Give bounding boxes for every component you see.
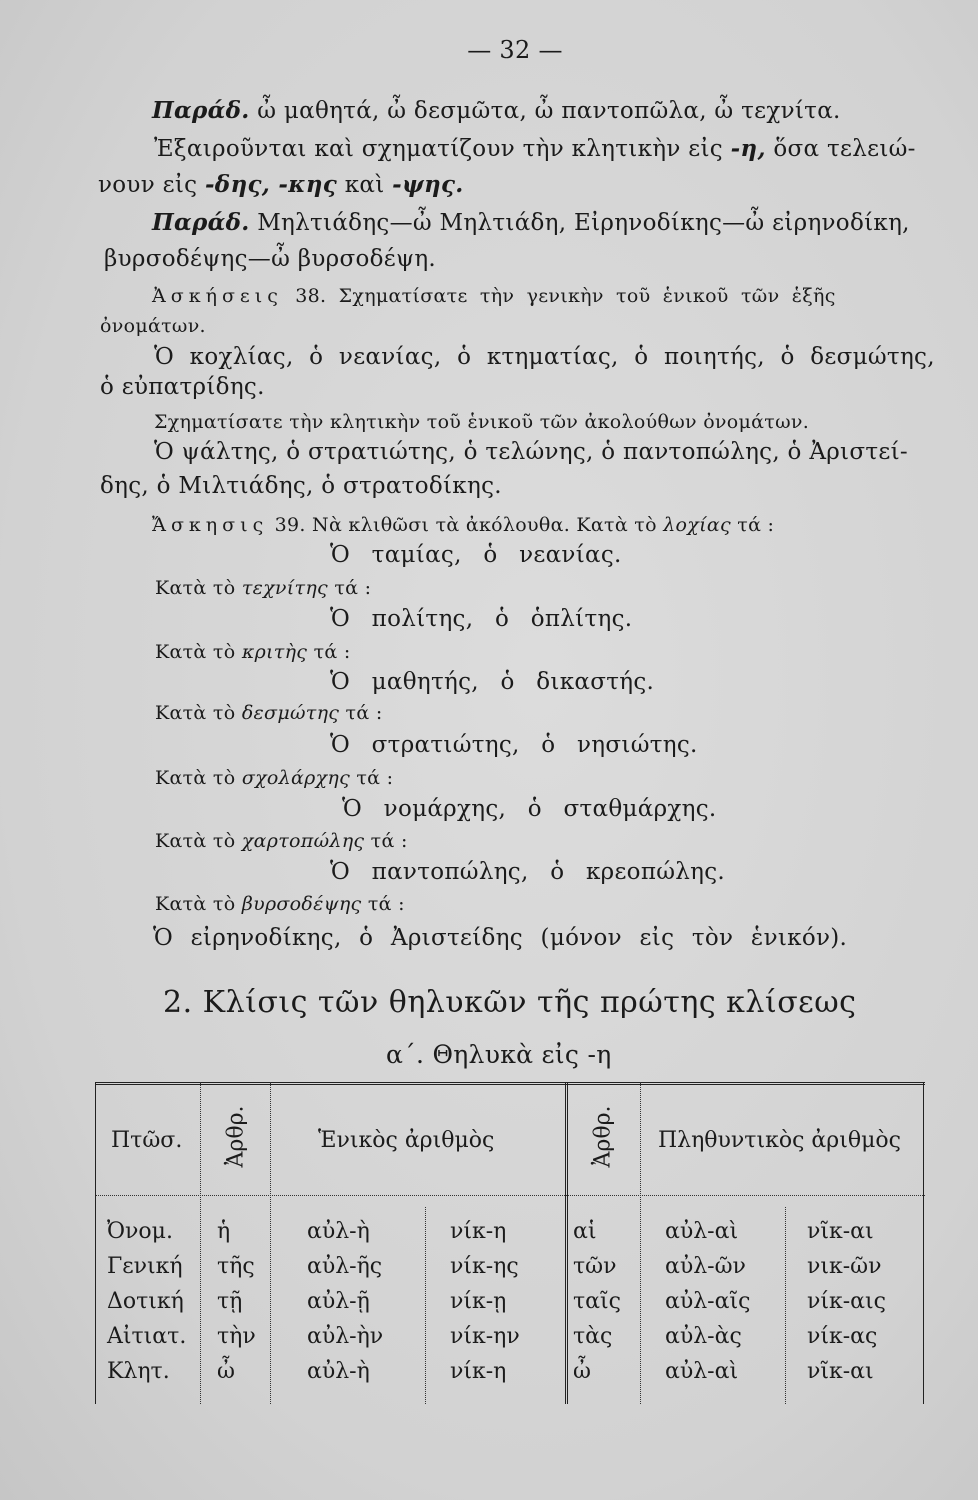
instruction-2: Σχηματίσατε τὴν κλητικὴν τοῦ ἑνικοῦ τῶν ἀκολούθων ὀνομάτων. [154,411,810,433]
nouns-line-1-cont: ὁ εὐπατρίδης. [100,374,265,400]
group-4-words: Ὁ στρατιώτης, ὁ νησιώτης. [330,732,698,758]
nouns-line-2-cont: δης, ὁ Μιλτιάδης, ὁ στρατοδίκης. [100,473,502,499]
cell-form-aule-pl: αὐλ-αὶ [665,1359,739,1384]
rule-endings: -δης, -κης [204,171,338,198]
table-left-border [95,1082,96,1404]
model-prefix: Κατὰ τὸ [155,830,236,852]
model-word: δεσμώτης [241,702,340,724]
group-7-words: Ὁ εἰρηνοδίκης, ὁ Ἀριστείδης (μόνον εἰς τὸν ἑνικόν). [153,925,848,951]
model-line-6 [155,827,408,855]
col-divider-sg [425,1207,426,1404]
group-3-words: Ὁ μαθητής, ὁ δικαστής. [330,669,655,695]
paradigm-label: Παράδ. [152,97,250,124]
col-divider [200,1082,201,1404]
cell-form-aule-pl: αὐλ-αὶ [665,1219,739,1244]
cell-article-sg: ὦ [217,1359,235,1384]
exercise-text: 39. Νὰ κλιθῶσι τὰ ἀκόλουθα. Κατὰ τὸ [274,514,657,536]
exercise-text: τά : [737,514,775,536]
model-word: σχολάρχης [241,767,351,789]
cell-form-aule-pl: αὐλ-ῶν [665,1254,746,1279]
col-double-divider [565,1082,568,1404]
model-word: λοχίας [663,514,731,536]
group-2-words: Ὁ πολίτης, ὁ ὁπλίτης. [330,606,633,632]
cell-form-aule-pl: αὐλ-ὰς [665,1324,742,1349]
cell-form-aule-sg: αὐλ-ὴ [307,1219,370,1244]
rule-tail: ὅσα τελειώ- [773,136,916,162]
model-suffix: τά : [345,702,383,724]
cell-article-pl: τὰς [573,1324,613,1349]
paradigm-text: ὦ μαθητά, ὦ δεσμῶτα, ὦ παντοπῶλα, ὦ τεχνίτα. [257,98,841,124]
rule-suffix: -η, [730,135,766,162]
group-6-words: Ὁ παντοπώλης, ὁ κρεοπώλης. [330,859,726,885]
exercise-38-cont: ὀνομάτων. [100,315,206,337]
rule-text: νουν εἰς [98,172,198,198]
cell-case: Γενική [107,1254,183,1279]
cell-form-nike-sg: νίκ-ην [450,1324,520,1349]
model-line-2 [155,574,371,602]
model-prefix: Κατὰ τὸ [155,577,236,599]
exercise-39 [152,511,774,539]
header-plural: Πληθυντικὸς ἀριθμὸς [658,1128,901,1153]
header-article-sg: Ἀρθρ. [223,1105,249,1168]
page-number: — 32 — [467,36,563,64]
paradigm-label: Παράδ. [152,209,250,236]
cell-form-aule-pl: αὐλ-αῖς [665,1289,751,1314]
cell-form-nike-pl: νίκ-ας [807,1324,878,1349]
model-word: τεχνίτης [241,577,328,599]
cell-article-pl: ταῖς [573,1289,621,1314]
table-header-rule [95,1195,925,1196]
rule-text: Ἐξαιροῦνται καὶ σχηματίζουν τὴν κλητικὴν εἰς [154,136,723,162]
header-singular: Ἑνικὸς ἀριθμὸς [318,1128,495,1153]
header-article-pl: Ἀρθρ. [590,1105,616,1168]
cell-article-pl: τῶν [573,1254,617,1279]
model-word: χαρτοπώλης [241,830,365,852]
cell-form-nike-sg: νίκ-ης [450,1254,519,1279]
cell-form-aule-sg: αὐλ-ὴν [307,1324,384,1349]
cell-case: Δοτική [107,1289,184,1314]
exercise-label: Ἄσκησις [152,514,269,536]
cell-case: Ὀνομ. [107,1219,173,1244]
cell-form-nike-pl: νίκ-αις [807,1289,886,1314]
col-divider-pl [785,1207,786,1404]
group-5-words: Ὁ νομάρχης, ὁ σταθμάρχης. [342,796,717,822]
model-suffix: τά : [313,641,351,663]
cell-form-aule-sg: αὐλ-ῆς [307,1254,383,1279]
exercise-text: 38. Σχηματίσατε τὴν γενικὴν τοῦ ἑνικοῦ τῶν ἑξῆς [295,285,836,307]
model-suffix: τά : [370,830,408,852]
cell-form-nike-sg: νίκ-η [450,1219,507,1244]
model-word: βυρσοδέψης [241,893,362,915]
rule-line-1 [154,135,916,163]
model-suffix: τά : [367,893,405,915]
model-line-3 [155,638,351,666]
model-line-4 [155,699,383,727]
model-prefix: Κατὰ τὸ [155,641,236,663]
model-suffix: τά : [356,767,394,789]
cell-form-nike-sg: νίκ-η [450,1359,507,1384]
table-top-rule [95,1082,925,1085]
model-word: κριτὴς [241,641,308,663]
cell-form-nike-sg: νίκ-ῃ [450,1289,507,1314]
cell-article-sg: ἡ [217,1219,231,1244]
col-divider [640,1082,641,1404]
paradigm-line-3: βυρσοδέψης—ὦ βυρσοδέψη. [104,246,437,272]
paradigm-text: Μηλτιάδης—ὦ Μηλτιάδη, Εἰρηνοδίκης—ὦ εἰρηνοδίκη, [257,210,910,236]
declension-table [95,1082,925,1404]
cell-form-aule-sg: αὐλ-ῇ [307,1289,370,1314]
model-line-5 [155,764,393,792]
cell-form-aule-sg: αὐλ-ὴ [307,1359,370,1384]
exercise-38 [152,282,836,310]
cell-case: Αἰτιατ. [107,1324,187,1349]
cell-form-nike-pl: νικ-ῶν [807,1254,882,1279]
cell-case: Κλητ. [107,1359,170,1384]
model-prefix: Κατὰ τὸ [155,893,236,915]
exercise-label: Ἀσκήσεις [152,285,283,307]
cell-article-pl: αἱ [573,1219,597,1244]
cell-article-sg: τῆς [217,1254,255,1279]
rule-endings: -ψης. [392,171,464,198]
cell-form-nike-pl: νῖκ-αι [807,1359,874,1384]
paradigm-line-1 [152,97,841,125]
section-title: 2. Κλίσις τῶν θηλυκῶν τῆς πρώτης κλίσεως [163,985,857,1020]
model-suffix: τά : [334,577,372,599]
model-prefix: Κατὰ τὸ [155,767,236,789]
header-case: Πτῶσ. [111,1128,183,1153]
nouns-line-2: Ὁ ψάλτης, ὁ στρατιώτης, ὁ τελώνης, ὁ παντοπώλης, ὁ Ἀριστεί- [154,439,908,465]
model-line-7 [155,890,405,918]
nouns-line-1: Ὁ κοχλίας, ὁ νεανίας, ὁ κτηματίας, ὁ ποιητής, ὁ δεσμώτης, [154,344,935,370]
cell-article-sg: τὴν [217,1324,256,1349]
table-right-border [923,1082,924,1404]
col-divider [270,1082,271,1404]
cell-article-sg: τῇ [217,1289,243,1314]
rule-text: καὶ [344,172,385,198]
group-1-words: Ὁ ταμίας, ὁ νεανίας. [330,542,622,568]
rule-line-2 [98,171,464,199]
cell-form-nike-pl: νῖκ-αι [807,1219,874,1244]
subsection-title: α΄. Θηλυκὰ εἰς -η [386,1040,612,1069]
paradigm-line-2 [152,209,910,237]
cell-article-pl: ὦ [573,1359,591,1384]
model-prefix: Κατὰ τὸ [155,702,236,724]
